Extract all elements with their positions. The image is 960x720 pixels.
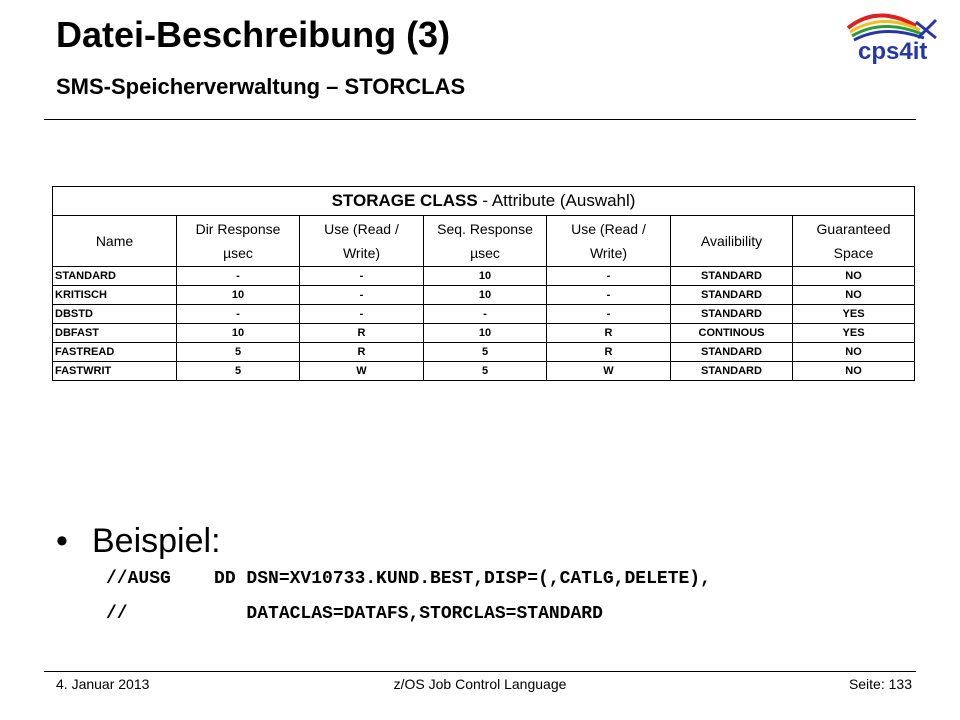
table-cell: - bbox=[177, 305, 300, 324]
table-cell: - bbox=[547, 305, 671, 324]
table-cell: NO bbox=[793, 362, 915, 381]
table-header-text: Availibility bbox=[700, 233, 763, 249]
table-header-cell bbox=[424, 216, 547, 267]
table-cell: R bbox=[547, 324, 671, 343]
table-header-text: Use (Read / bbox=[324, 221, 399, 237]
table-body bbox=[53, 267, 915, 381]
table-header-text: Name bbox=[95, 233, 134, 249]
storage-class-name: STANDARD bbox=[53, 267, 177, 286]
table-cell: STANDARD bbox=[671, 267, 793, 286]
table-row bbox=[53, 362, 915, 381]
table-header-cell bbox=[793, 216, 915, 267]
table-header-text: Write) bbox=[342, 245, 381, 261]
table-row bbox=[53, 267, 915, 286]
footer-course: z/OS Job Control Language bbox=[393, 676, 567, 692]
table-header-text: Space bbox=[833, 245, 874, 261]
table-header-row bbox=[53, 216, 915, 267]
footer-date: 4. Januar 2013 bbox=[56, 676, 150, 692]
storage-class-name: KRITISCH bbox=[53, 286, 177, 305]
table-cell: 10 bbox=[177, 324, 300, 343]
table-cell: 5 bbox=[177, 362, 300, 381]
table-cell: - bbox=[547, 286, 671, 305]
table-cell: 10 bbox=[424, 286, 547, 305]
table-header-cell bbox=[53, 216, 177, 267]
table-header-text: Seq. Response bbox=[437, 221, 533, 237]
table-header-cell bbox=[671, 216, 793, 267]
table-cell: NO bbox=[793, 343, 915, 362]
footer-divider bbox=[44, 671, 916, 672]
table-header-text: Use (Read / bbox=[571, 221, 646, 237]
table-cell: - bbox=[300, 305, 424, 324]
table-header-text: Dir Response bbox=[195, 221, 281, 237]
table-cell: STANDARD bbox=[671, 343, 793, 362]
storage-class-name: FASTWRIT bbox=[53, 362, 177, 381]
table-header-cell bbox=[300, 216, 424, 267]
table-cell: YES bbox=[793, 324, 915, 343]
table-cell: W bbox=[547, 362, 671, 381]
slide-subtitle: SMS-Speicherverwaltung – STORCLAS bbox=[56, 74, 466, 99]
table-cell: 10 bbox=[424, 267, 547, 286]
table-cell: - bbox=[177, 267, 300, 286]
jcl-line-2: // DATACLAS=DATAFS,STORCLAS=STANDARD bbox=[106, 604, 603, 624]
jcl-line-1: //AUSG DD DSN=XV10733.KUND.BEST,DISP=(,CATLG,DELETE), bbox=[106, 569, 711, 589]
table-cell: 5 bbox=[424, 362, 547, 381]
table-cell: R bbox=[300, 324, 424, 343]
table-row bbox=[53, 324, 915, 343]
table-cell: NO bbox=[793, 286, 915, 305]
storage-class-name: FASTREAD bbox=[53, 343, 177, 362]
table-header-text: µsec bbox=[470, 245, 500, 261]
table-row bbox=[53, 305, 915, 324]
footer-page: Seite: 133 bbox=[848, 676, 912, 692]
header-divider bbox=[44, 119, 916, 120]
table-cell: 5 bbox=[177, 343, 300, 362]
table-header-cell bbox=[177, 216, 300, 267]
table-cell: 10 bbox=[177, 286, 300, 305]
table-cell: R bbox=[547, 343, 671, 362]
table-cell: - bbox=[300, 267, 424, 286]
table-cell: 10 bbox=[424, 324, 547, 343]
table-title bbox=[53, 187, 915, 216]
table-header-text: µsec bbox=[223, 245, 253, 261]
table-cell: STANDARD bbox=[671, 362, 793, 381]
table-row bbox=[53, 343, 915, 362]
table-cell: CONTINOUS bbox=[671, 324, 793, 343]
table-title-rest: - Attribute (Auswahl) bbox=[477, 191, 636, 210]
table-header-cell bbox=[547, 216, 671, 267]
table-header-text: Guaranteed bbox=[816, 221, 891, 237]
storage-class-table bbox=[52, 186, 915, 381]
storage-class-table-container bbox=[52, 186, 914, 381]
table-cell: - bbox=[300, 286, 424, 305]
table-cell: - bbox=[547, 267, 671, 286]
storage-class-name: DBSTD bbox=[53, 305, 177, 324]
table-row bbox=[53, 286, 915, 305]
bullet-icon: • bbox=[56, 522, 68, 560]
table-cell: 5 bbox=[424, 343, 547, 362]
table-cell: NO bbox=[793, 267, 915, 286]
slide-title: Datei-Beschreibung (3) bbox=[56, 14, 451, 55]
table-cell: YES bbox=[793, 305, 915, 324]
storage-class-name: DBFAST bbox=[53, 324, 177, 343]
table-cell: STANDARD bbox=[671, 305, 793, 324]
table-cell: R bbox=[300, 343, 424, 362]
table-title-bold: STORAGE CLASS bbox=[331, 191, 478, 210]
table-cell: STANDARD bbox=[671, 286, 793, 305]
table-cell: W bbox=[300, 362, 424, 381]
logo-text: cps4it bbox=[858, 38, 928, 65]
table-cell: - bbox=[424, 305, 547, 324]
example-label: Beispiel: bbox=[92, 522, 221, 560]
table-header-text: Write) bbox=[589, 245, 628, 261]
